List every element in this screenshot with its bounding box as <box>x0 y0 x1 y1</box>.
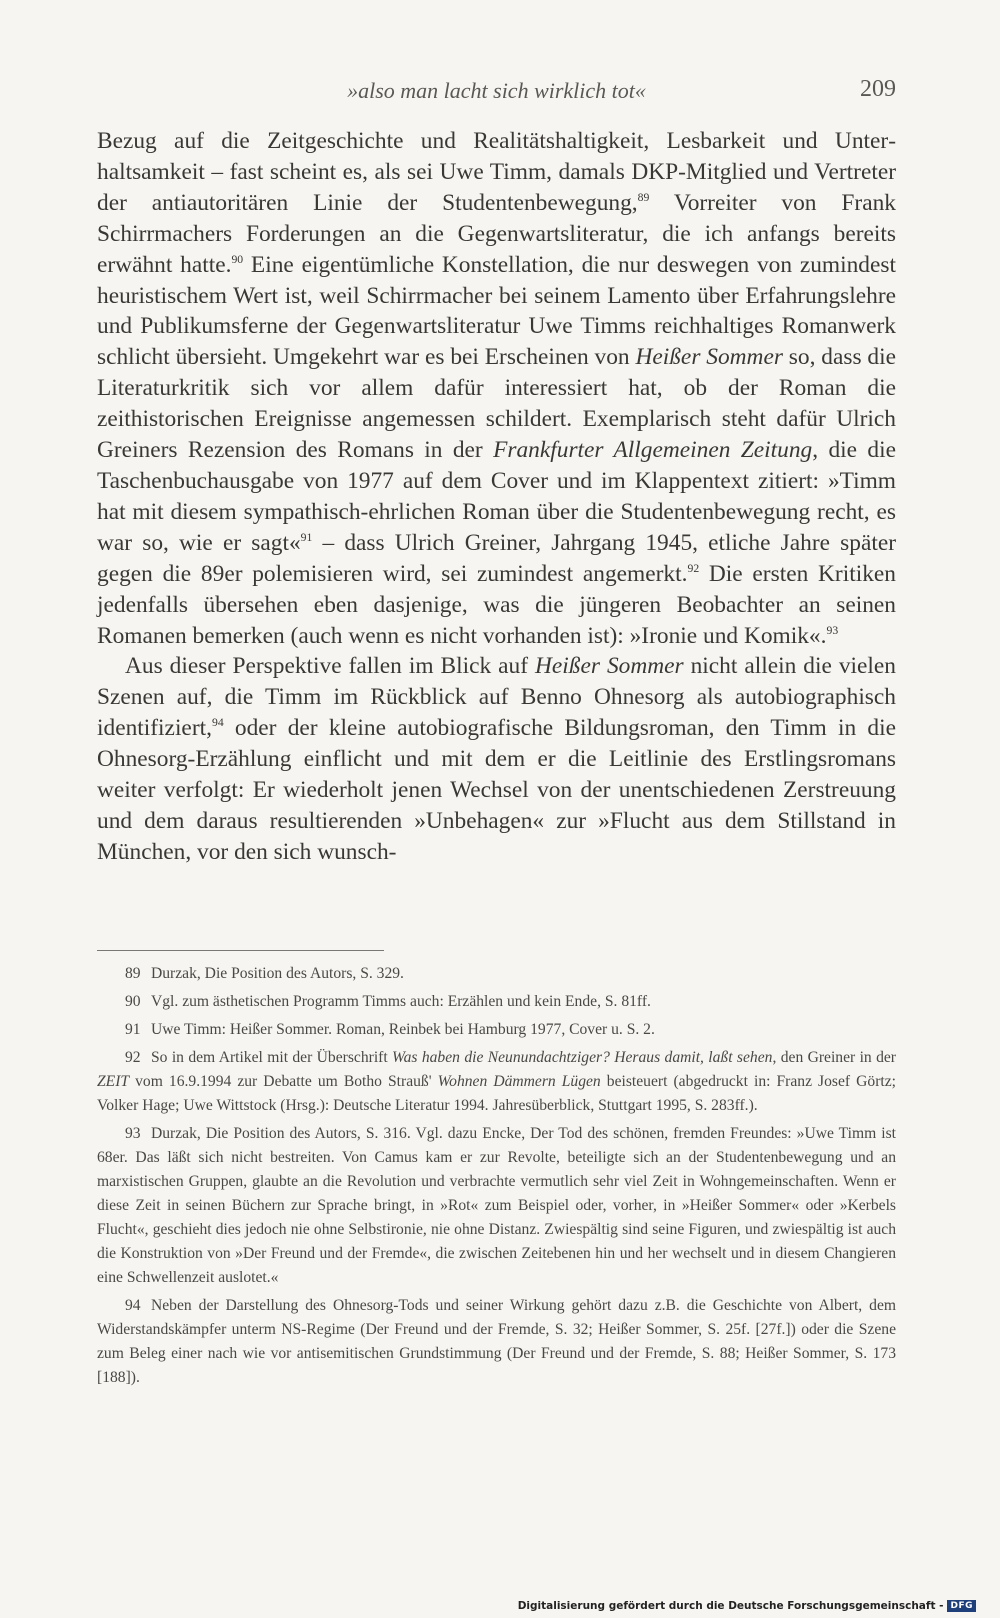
footnote-89 <box>97 962 896 986</box>
main-text <box>97 126 896 868</box>
footnote-text: Neben der Darstellung des Ohnesorg-Tods und seiner Wirkung gehört dazu z.B. die Geschichte von Albert, dem Widerstandskämpfer unterm NS-Regime (Der Freund und der Fremde, S. 32; Heißer Sommer, S. 25f. [27f.]) oder die Szene zum Beleg einer nach wie vor antisemitischen Grundstimmung (Der Freund und der Fremde, S. 88; Heißer Sommer, S. 173 [188]). <box>97 1297 896 1386</box>
footnotes <box>97 962 896 1394</box>
text-run: Vorreiter von Frank Schirrmachers Forderungen an die Gegenwartsliteratur, die ich anfangs bereits erwähnt hatte. <box>97 189 896 278</box>
footnote-separator <box>97 950 384 951</box>
text-run: oder der kleine autobiografische Bildungsroman, den Timm in die Ohnesorg-Erzählung einflicht und mit dem er die Leitlinie des Erstlingsromans weiter verfolgt: Er wiederholt jenen Wechsel von der unentschiedenen Zerstreuung und dem daraus resultierenden »Unbehagen« zur »Flucht aus dem Stillstand in München, vor den sich wunsch- <box>97 715 896 865</box>
footnote-number: 90 <box>125 993 141 1010</box>
footnote-number: 91 <box>125 1021 141 1038</box>
newspaper-title: ZEIT <box>97 1073 130 1090</box>
text-run: , die die Taschenbuchausgabe von 1977 auf dem Cover und im Klappentext zitiert: »Timm hat mit diesem sympathisch-ehrlichen Roman über die Studentenbewegung recht, es war so, wie er sagt« <box>97 437 896 556</box>
footnote-number: 93 <box>125 1125 141 1142</box>
paragraph-2 <box>97 651 896 867</box>
footnote-text: Durzak, Die Position des Autors, S. 316. Vgl. dazu Encke, Der Tod des schönen, fremden Freundes: »Uwe Timm ist 68er. Das läßt sich nicht bestreiten. Von Camus kam er zur Revolte, beteiligte sich an der Studentenbewegung und an marxistischen Gruppen, glaubte an die Revolution und verbrachte vermutlich sehr viel Zeit in Wohngemeinschaften. Wenn er diese Zeit in seinen Büchern zur Sprache bringt, in »Rot« zum Beispiel oder, vorher, in »Heißer Sommer« oder »Kerbels Flucht«, geschieht dies jedoch nie ohne Selbstironie, nie ohne Distanz. Zwiespältig sind seine Figuren, und zwiespältig ist auch die Konstruktion von »Der Freund und der Fremde«, die zwischen Zeitebenen hin und her wechselt und in diesem Changieren eine Schwellenzeit auslotet.« <box>97 1125 896 1286</box>
footnote-text: Durzak, Die Position des Autors, S. 329. <box>151 965 404 982</box>
footnote-90 <box>97 990 896 1014</box>
book-title: Heißer Sommer <box>535 653 684 680</box>
footnote-92 <box>97 1046 896 1118</box>
footnote-text: Vgl. zum ästhetischen Programm Timms auch: Erzählen und kein Ende, S. 81ff. <box>151 993 651 1010</box>
running-head: »also man lacht sich wirklich tot« <box>347 78 646 103</box>
footnote-text: vom 16.9.1994 zur Debatte um Botho Strauß' <box>129 1073 438 1090</box>
text-run: Bezug auf die Zeitgeschichte und Realitätshaltigkeit, Lesbarkeit und Unterhaltsamkeit – fast scheint es, als sei Uwe Timm, damals DKP-Mitglied und Vertreter der antiautoritären Linie der Studentenbewegung, <box>97 128 896 216</box>
newspaper-title: Frankfurter Allgemeinen Zeitung <box>493 437 813 464</box>
footnote-ref-92[interactable]: 92 <box>687 561 700 575</box>
credit-text: Digitalisierung gefördert durch die Deutsche Forschungsgemeinschaft - <box>517 1600 944 1612</box>
footnote-number: 94 <box>125 1297 141 1314</box>
footnote-ref-91[interactable]: 91 <box>300 531 313 545</box>
page-number: 209 <box>860 76 896 102</box>
footnote-text: beisteuert (abgedruckt in: Franz Josef Görtz; Volker Hage; Uwe Wittstock (Hrsg.): Deutsche Literatur 1994. Jahresüberblick, Stuttgart 1995, S. 283ff.). <box>97 1073 896 1114</box>
article-title: Was haben die Neunundachtziger? Heraus damit, laßt sehen <box>392 1049 773 1066</box>
book-title: Heißer Sommer <box>635 344 783 371</box>
dfg-logo: DFG <box>947 1600 976 1612</box>
footnote-ref-94[interactable]: 94 <box>211 716 224 730</box>
footnote-text: Uwe Timm: Heißer Sommer. Roman, Reinbek bei Hamburg 1977, Cover u. S. 2. <box>151 1021 655 1038</box>
footnote-94 <box>97 1294 896 1390</box>
paragraph-1 <box>97 126 896 651</box>
footnote-text: So in dem Artikel mit der Überschrift <box>151 1049 393 1066</box>
text-run: nicht allein die vielen Szenen auf, die Timm im Rückblick auf Benno Ohnesorg als autobiographisch identifiziert, <box>97 653 896 742</box>
footnote-93 <box>97 1122 896 1290</box>
text-run: Die ersten Kritiken jedenfalls übersehen eben dasjenige, was die jüngeren Beobachter an seinen Romanen bemerken (auch wenn es nicht vorhanden ist): »Ironie und Komik«. <box>97 560 896 649</box>
footnote-text: , den Greiner in der <box>772 1049 896 1066</box>
page-header <box>97 78 896 112</box>
footnote-number: 89 <box>125 965 141 982</box>
footnote-number: 92 <box>125 1049 141 1066</box>
text-run: Eine eigentümliche Konstellation, die nur deswegen von zumindest heuristischem Wert ist, weil Schirrmacher bei seinem Lamento über Erfahrungslehre und Publikumsferne der Gegenwartsliteratur Uwe Timms reichhaltiges Romanwerk schlicht übersieht. Umgekehrt war es bei Erscheinen von <box>97 251 896 371</box>
text-run: – dass Ulrich Greiner, Jahrgang 1945, etliche Jahre später gegen die 89er polemisieren wird, sei zumindest angemerkt. <box>97 529 896 587</box>
book-title: Wohnen Dämmern Lügen <box>437 1073 601 1090</box>
footnote-91 <box>97 1018 896 1042</box>
footnote-ref-90[interactable]: 90 <box>231 252 244 266</box>
text-run: so, dass die Literaturkritik sich vor allem dafür interessiert hat, ob der Roman die zeithistorischen Ereignisse angemessen schildert. Exemplarisch steht dafür Ulrich Greiners Rezension des Romans in der <box>97 344 896 464</box>
footnote-ref-93[interactable]: 93 <box>826 623 839 637</box>
digitization-credit <box>518 1600 976 1612</box>
footnote-ref-89[interactable]: 89 <box>637 191 650 205</box>
text-run: Aus dieser Perspektive fallen im Blick auf <box>125 653 536 680</box>
